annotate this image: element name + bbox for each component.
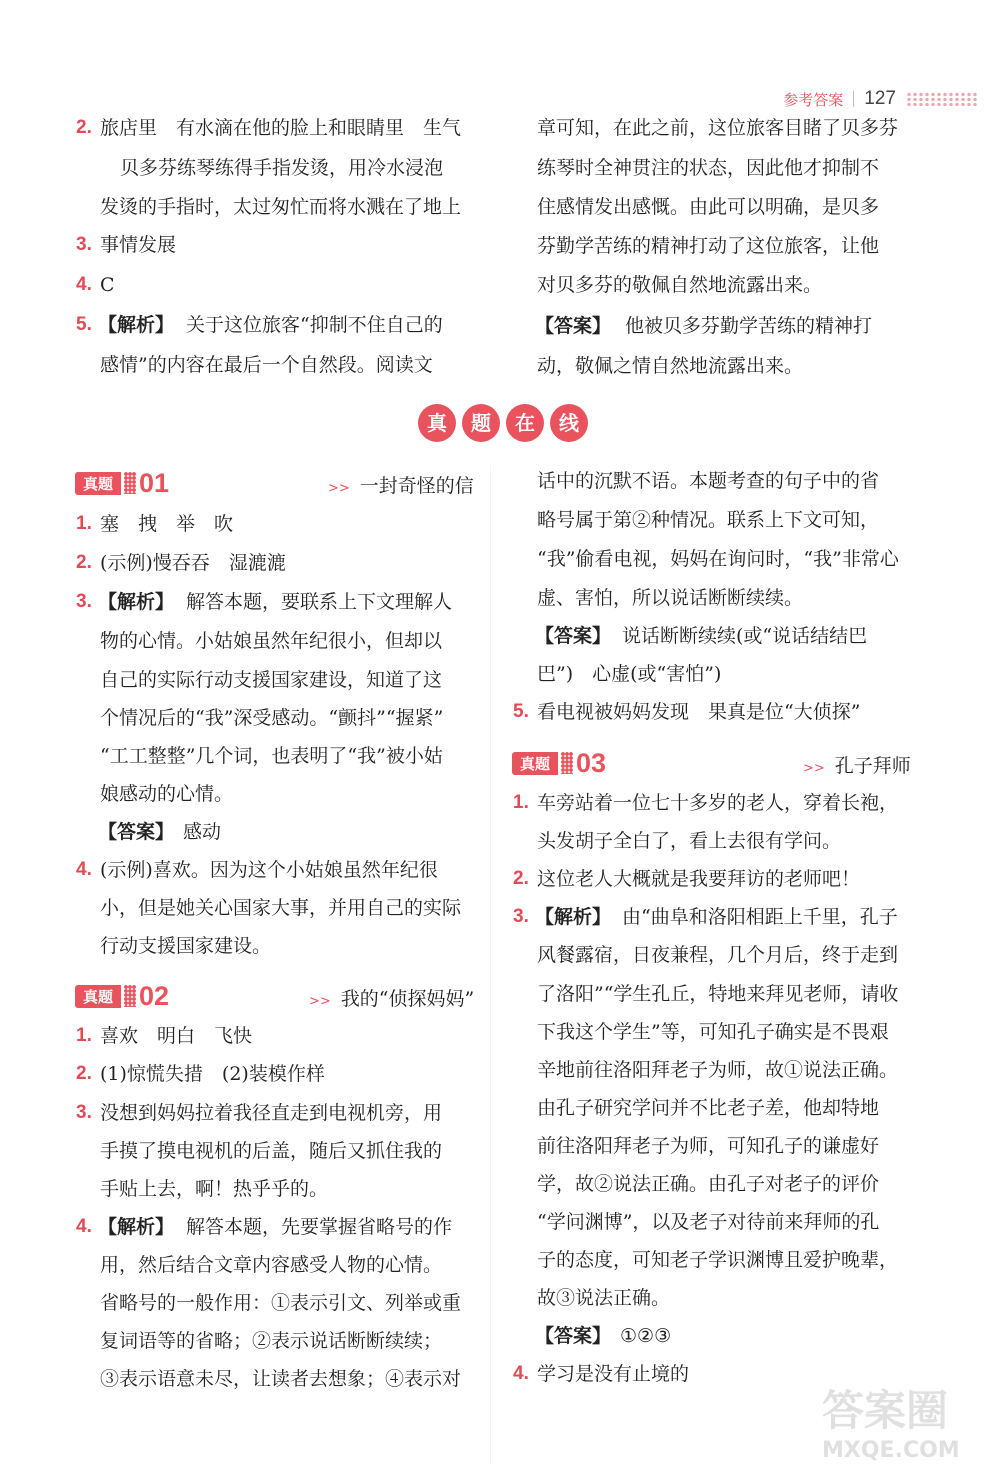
question-number: 1. [76,513,92,534]
answer-text: 芬勤学苦练的精神打动了这位旅客，让他 [537,235,880,257]
answer-text: 喜欢 明白 飞快 [100,1025,253,1047]
header-label: 参考答案 [783,90,844,109]
answer-text: 学习是没有止境的 [537,1363,690,1385]
answer-text: 由“曲阜和洛阳相距上千里，孔子 [622,906,898,928]
answer-text: ①②③ [620,1325,672,1347]
analysis-tag: 【解析】 [98,591,175,613]
answer-text: 用，然后结合文章内容感受人物的心情。 [100,1254,443,1276]
answer-text: 看电视被妈妈发现 果真是位“大侦探” [537,701,861,723]
answer-text: 小，但是她关心国家大事，并用自己的实际 [100,897,462,919]
answer-text: 住感情发出感慨。由此可以明确，是贝多 [537,196,880,218]
question-number: 4. [76,1216,92,1237]
answer-text: 娘感动的心情。 [100,783,234,805]
analysis-tag: 【解析】 [98,314,175,336]
arrow-icon: >> [328,481,350,496]
answer-text: 贝多芬练琴练得手指发烫，用冷水浸泡 [120,157,444,179]
page-header [783,88,978,110]
answer-tag: 【答案】 [535,625,612,647]
answer-text: 巴”) 心虚(或“害怕”) [537,663,722,685]
answer-text: (示例)喜欢。因为这个小姑娘虽然年纪很 [100,859,438,881]
question-number: 4. [76,274,92,295]
answer-text: 复词语等的省略；②表示说话断断续续； [100,1330,443,1352]
answer-text: 自己的实际行动支援国家建设，知道了这 [100,669,443,691]
question-group-number: 03 [576,747,607,778]
question-number: 3. [76,234,92,255]
answer-text: 省略号的一般作用：①表示引文、列举或重 [100,1292,462,1314]
answer-text: 辛地前往洛阳拜老子为师，故①说法正确。 [537,1059,899,1081]
passage-title [328,471,474,498]
question-badge: 真题 [75,985,121,1008]
answer-text: 事情发展 [100,234,177,256]
answer-text: 说话断断续续(或“说话结结巴 [622,625,868,647]
dot-pattern-decoration [124,985,136,1007]
answer-text: 头发胡子全白了，看上去很有学问。 [537,830,842,852]
answer-text: 发烫的手指时，太过匆忙而将水溅在了地上 [100,196,462,218]
passage-title-text: 一封奇怪的信 [359,475,474,497]
answer-tag: 【答案】 [535,1325,612,1347]
answer-text: (1)惊慌失措 (2)装模作样 [100,1063,325,1085]
answer-text: 这位老人大概就是我要拜访的老师吧！ [537,868,861,890]
answer-text: 虚、害怕，所以说话断断续续。 [537,587,804,609]
answer-text: 关于这位旅客“抑制不住自己的 [186,314,443,336]
answer-text: 对贝多芬的敬佩自然地流露出来。 [537,274,823,296]
arrow-icon: >> [309,994,331,1009]
question-number: 2. [76,117,92,138]
question-number: 4. [76,859,92,880]
question-group-number: 01 [139,467,170,498]
section-heading-char: 在 [506,404,544,442]
answer-text: 由孔子研究学问并不比老子差，他却特地 [537,1097,880,1119]
answer-text: 下我这个学生”等，可知孔子确实是不畏艰 [537,1021,889,1043]
analysis-tag: 【解析】 [535,906,612,928]
question-number: 5. [513,701,529,722]
answer-text: 动，敬佩之情自然地流露出来。 [537,355,804,377]
answer-text: 话中的沉默不语。本题考查的句子中的省 [537,470,880,492]
watermark [822,1378,982,1463]
answer-text: “学问渊博”，以及老子对待前来拜师的孔 [537,1211,880,1233]
question-number: 2. [76,552,92,573]
dot-pattern-decoration [561,752,573,774]
answer-text: “工工整整”几个词，也表明了“我”被小姑 [100,745,443,767]
question-number: 1. [513,792,529,813]
question-number: 3. [76,1102,92,1123]
answer-text: 子的态度，可知老子学识渊博且爱护晚辈， [537,1249,899,1271]
answer-text: 学，故②说法正确。由孔子对老子的评价 [537,1173,880,1195]
header-divider [853,91,854,107]
answer-text: 物的心情。小姑娘虽然年纪很小，但却以 [100,630,443,652]
answer-text: 略号属于第②种情况。联系上下文可知， [537,509,880,531]
passage-title [309,984,474,1011]
question-number: 4. [513,1363,529,1384]
section-heading-char: 题 [462,404,500,442]
question-number: 2. [76,1063,92,1084]
question-group-number: 02 [139,980,170,1011]
question-header-01 [75,468,169,498]
watermark-logo-text: 答案圈 [822,1386,949,1435]
answer-tag: 【答案】 [535,315,612,337]
passage-title-text: 孔子拜师 [834,755,911,777]
page-number: 127 [864,88,896,109]
answer-text: 塞 拽 举 吹 [100,513,234,535]
answer-tag: 【答案】 [98,821,175,843]
passage-title [803,751,911,778]
question-header-03 [512,748,606,778]
question-number: 5. [76,314,92,335]
question-number: 2. [513,868,529,889]
section-heading-char: 真 [418,404,456,442]
answer-text: ③表示语意未尽，让读者去想象；④表示对 [100,1368,462,1390]
answer-text: 旅店里 有水滴在他的脸上和眼睛里 生气 [100,117,462,139]
answer-text: 风餐露宿，日夜兼程，几个月后，终于走到 [537,944,899,966]
section-heading-char: 线 [550,404,588,442]
section-heading [418,404,588,442]
answer-text: 了洛阳”“学生孔丘，特地来拜见老师，请收 [537,983,899,1005]
answer-text: 前往洛阳拜老子为师，可知孔子的谦虚好 [537,1135,880,1157]
answer-text: 没想到妈妈拉着我径直走到电视机旁，用 [100,1102,443,1124]
answer-text: 解答本题，先要掌握省略号的作 [186,1216,453,1238]
answer-text: 他被贝多芬勤学苦练的精神打 [625,315,873,337]
dot-pattern-decoration [124,472,136,494]
column-divider [490,465,491,1465]
answer-text: (示例)慢吞吞 湿漉漉 [100,552,286,574]
question-number: 3. [513,906,529,927]
arrow-icon: >> [803,761,825,776]
answer-text: 个情况后的“我”深受感动。“颤抖”“握紧” [100,707,444,729]
answer-text: “我”偷看电视，妈妈在询问时，“我”非常心 [537,548,899,570]
answer-text: 练琴时全神贯注的状态，因此他才抑制不 [537,157,880,179]
answer-text: 车旁站着一位七十多岁的老人，穿着长袍， [537,792,899,814]
answer-text: 故③说法正确。 [537,1287,671,1309]
question-number: 1. [76,1025,92,1046]
answer-text: 感情”的内容在最后一个自然段。阅读文 [100,354,433,376]
analysis-tag: 【解析】 [98,1216,175,1238]
answer-text: 解答本题，要联系上下文理解人 [186,591,453,613]
answer-text: 手贴上去，啊！热乎乎的。 [100,1178,329,1200]
dot-pattern-decoration [906,92,978,106]
question-badge: 真题 [75,472,121,495]
answer-text: C [100,274,115,296]
question-number: 3. [76,591,92,612]
answer-text: 感动 [183,821,222,843]
question-header-02 [75,981,169,1011]
passage-title-text: 我的“侦探妈妈” [340,988,475,1010]
answer-text: 章可知，在此之前，这位旅客目睹了贝多芬 [537,117,899,139]
answer-text: 行动支援国家建设。 [100,935,272,957]
answer-text: 手摸了摸电视机的后盖，随后又抓住我的 [100,1140,443,1162]
question-badge: 真题 [512,752,558,775]
watermark-url: MXQE.COM [822,1438,960,1463]
